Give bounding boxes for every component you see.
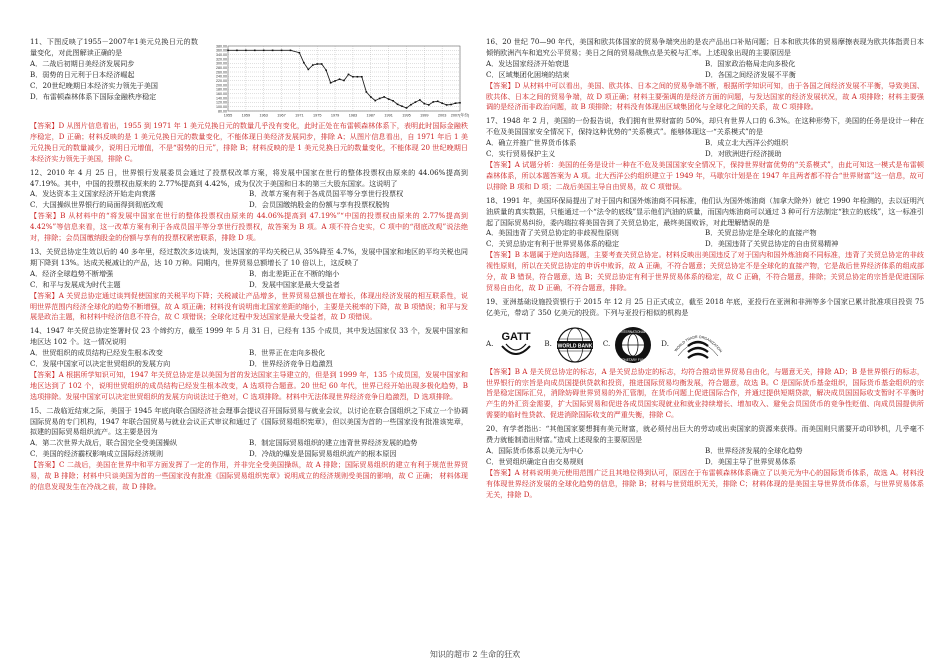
data-point <box>272 50 274 52</box>
question-15-stem: 15、二战临近结束之际，美国于 1945 年底向联合国经济社会理事会提议召开国际贸易与就业会议，以讨论在联合国组织之下成立一个协调国际贸易的专门机构，1947 年联合国贸易与就业会议正式审议和通过了《国际贸易组织宪章》，但以美国为首的一些国家没有批准该宪章，拟建的国际贸易组织流产。这主要是因为 <box>30 405 468 437</box>
imf-logo-icon <box>613 326 653 364</box>
question-18-stem: 18、1991 年，美国环保局提出了对于国内和国外炼油商不同标准，他们认为国外炼油商（加拿大除外）就它 1990 年检测的，去以证明汽油质量的真实数据，只能通过一个“法令的底线”显示他们汽油的质量，而国内炼油商可以通过 3 种可行方法制定“独立的底线”，这一标准引起了国际贸易纠纷，委内瑞拉将美国告到了关贸总协定，最终美国败诉，对此理解错误的是 <box>486 195 924 227</box>
question-14 <box>30 326 468 402</box>
data-point <box>321 63 323 65</box>
x-tick-label: 1975 <box>313 113 322 118</box>
logo-options <box>486 323 924 367</box>
answer-11: 【答案】D 从图片信息看出，1955 到 1971 年 1 美元兑换日元的数量几乎没有变化，此时正处在布雷顿森林体系下，表明此时国际金融秩序稳定，D 正确；材料反映的是 1 美元兑换日元的数量变化，不能体现日美经济发展同步，排除 A；从图片信息看出，自 1971 年后 1 美元兑换日元的数量减少，说明日元增值，不是“弱势的日元”，排除 B；材料反映的是 1 美元兑换日元的数量变化，不能体现 20 世纪晚期日本经济实力领先于美国，排除 C。 <box>30 121 468 163</box>
data-point <box>415 101 417 103</box>
data-point <box>245 50 247 52</box>
answer-12: 【答案】B 从材料中的“将发展中国家在世行的整体投票权由原来的 44.06%提高到 47.19%”“中国的投票权由原来的 2.77%提高到 4.42%”等信息来看，这一改革方案有利于各成员国平等分享世行投票权，故答案为 B 项。A 项不符合史实，C 项中的“彻底改观”说法绝对，排除；会员国缴纳股金的份额与享有的投票权紧密联系，排除 D 项。 <box>30 211 468 243</box>
y-tick-label: 120.00 <box>216 100 227 105</box>
question-19-stem: 19、亚洲基础设施投资银行于 2015 年 12 月 25 日正式成立，截至 2018 年底，亚投行在亚洲和非洲等多个国家已累计批准项目投资 75 亿美元，带动了 350 亿美元的投资。下列与亚投行相似的机构是 <box>486 296 924 317</box>
data-point <box>330 82 332 84</box>
data-point <box>450 104 452 106</box>
y-tick-label: 300.00 <box>216 61 227 66</box>
option-b: B．国家政治格局走向多极化 <box>705 58 796 68</box>
question-20 <box>486 424 924 500</box>
x-tick-label: 2007(年份) <box>450 113 470 118</box>
plot-frame <box>228 46 460 111</box>
data-point <box>334 80 336 82</box>
data-point <box>370 96 372 98</box>
data-point <box>388 98 390 100</box>
y-tick-label: 180.00 <box>216 87 227 92</box>
data-point <box>432 101 434 103</box>
option-b: B．弱势的日元利于日本经济崛起 <box>30 69 135 79</box>
data-point <box>401 105 403 107</box>
question-14-stem: 14、1947 年关贸总协定签署时仅 23 个缔约方，截至 1999 年 5 月 31 日，已经有 135 个成员，其中发达国家仅 33 个，发展中国家和地区达 102 个。这一情况说明 <box>30 326 468 347</box>
question-13 <box>30 247 468 323</box>
question-19 <box>486 297 924 421</box>
svg-text:WORLD TRADE ORGANIZATION: WORLD TRADE ORGANIZATION <box>673 334 723 353</box>
data-point <box>290 50 292 52</box>
data-point <box>227 50 229 52</box>
data-point <box>316 63 318 65</box>
x-tick-label: 1991 <box>384 113 393 118</box>
data-point <box>379 98 381 100</box>
y-tick-label: 340.00 <box>216 52 227 57</box>
option-a: A．发达国家经济开始衰退 <box>486 58 570 68</box>
question-16 <box>486 37 924 113</box>
data-point <box>303 62 305 64</box>
option-c: C．和平与发展成为时代主题 <box>30 279 121 289</box>
data-point <box>352 76 354 78</box>
data-point <box>308 69 310 71</box>
option-a: A．经济全球趋势不断增强 <box>30 268 114 278</box>
x-tick-label: 1995 <box>402 113 411 118</box>
y-tick-label: 100.00 <box>216 104 227 109</box>
svg-text:WORLD BANK: WORLD BANK <box>557 343 593 350</box>
data-point <box>406 107 408 109</box>
data-point <box>254 50 256 52</box>
y-tick-label: 380.00 <box>216 44 227 49</box>
data-point <box>348 74 350 76</box>
y-tick-label: 80.00 <box>218 109 227 114</box>
y-tick-label: 160.00 <box>216 91 227 96</box>
answer-13: 【答案】A 关贸总协定通过谈判促使国家的关税平均下降；关税减让产品增多，世界贸易总额也在增长，体现出经济发展的相互联系性，说明世界范围内经济全球化的趋势不断增强，故 A 项正确；材料没有说明南北国家差距的缩小，主要是关税率的下降，故 B 项错误；和平与发展是政治主题，和材料中经济信息不符合，故 C 项错误；全球化过程中发达国家是最大受益者，故 D 项错误。 <box>30 290 468 322</box>
data-point <box>366 91 368 93</box>
data-point <box>419 99 421 101</box>
option-d: D．冷战的爆发是国际贸易组织流产的根本原因 <box>249 449 397 459</box>
answer-19: 【答案】B A 是关贸总协定的标志，A 是关贸总协定的标志，均符合推动世界贸易自由化，与题意无关，排除 AD；B 是世界银行的标志，世界银行的宗旨是向成员国提供贷款和投资，推进国际贸易均衡发展，符合题意，故选 B。C 是国际货币基金组织，国际货币基金组织的宗旨是稳定国际汇兑，消除妨碍世界贸易的外汇管制，在货币问题上促进国际合作，并通过提供短期贷款，解决成员国国际收支暂时不平衡时产生的外汇资金需要，扩大国际贸易和促进各成员国实现就业和就业持续增长、增加收入、避免会员国货币的竞争性贬值、向成员国提供所需要的临时性贷款、促进消除国际收支的严重失衡，排除 C。 <box>486 366 924 420</box>
wto-logo-icon <box>672 326 724 364</box>
data-point <box>263 50 265 52</box>
option-c: C．大国操纵世界银行的局面得到彻底改观 <box>30 200 164 210</box>
data-point <box>455 102 457 104</box>
data-point <box>446 104 448 106</box>
y-tick-label: 200.00 <box>216 83 227 88</box>
data-point <box>281 50 283 52</box>
y-tick-label: 140.00 <box>216 96 227 101</box>
option-b: B．制定国际贸易组织的建立违背世界经济发展的趋势 <box>249 438 418 448</box>
answer-17: 【答案】A 试题分析：美国的任务是设计一种在不危及美国国家安全情况下，保持世界财富优势的“关系模式”，由此可知这一模式是布雷顿森林体系，所以本题答案为 A 项。北大西洋公约组织建立于 1949 年，马歇尔计划是在 1947 年且两者都不符合“世界财富”这一信息，故可以排除 B 项和 D 项；二战后美国主导自由贸易，故 C 项错误。 <box>486 159 924 191</box>
y-tick-label: 260.00 <box>216 70 227 75</box>
option-c: C．20世纪晚期日本经济实力领先于美国 <box>30 80 158 90</box>
data-point <box>424 103 426 105</box>
question-17-stem: 17、1948 年 2 月，美国的一份报告说，我们拥有世界财富的 50%，却只有世界人口的 6.3%。在这种形势下，美国的任务是设计一种在不危及美国国家安全情况下，保持这种优势的“关系模式”。能够体现这一“关系模式”的是 <box>486 116 924 137</box>
answer-18: 【答案】B 本题属于逆向选择题，主要考查关贸总协定。材料反映出美国违反了对于国内和国外炼油商不同标准，违背了关贸总协定的非歧视性原则，所以在关贸总协定的申诉中败诉，故 A 正确，不符合题意；关贸总协定不是全球化的直接产物，它是战后世界经济体系的组成部分，故 B 错误，符合题意，选 B；关贸总协定有利于世界贸易体系的稳定，故 C 正确，不符合题意，排除；关贸总协定的宗旨是促进国际贸易自由化，故 D 正确，不符合题意，排除。 <box>486 250 924 292</box>
question-12-stem: 12、2010 年 4 月 25 日，世界银行发展委员会通过了投票权改革方案，将发展中国家在世行的整体投票权由原来的 44.06%提高到 47.19%。其中，中国的投票权由原来的 2.77%提高到 4.42%，成为仅次于美国和日本的第三大股东国家。这说明了 <box>30 167 468 188</box>
option-b: B．成立北大西洋公约组织 <box>705 138 789 148</box>
option-c: C．发展中国家可以决定世贸组织的发展方向 <box>30 359 171 369</box>
data-point <box>312 64 314 66</box>
data-point <box>392 100 394 102</box>
x-tick-label: 1983 <box>348 113 358 118</box>
question-17 <box>486 116 924 192</box>
option-c: C．实行贸易保护主义 <box>486 149 556 159</box>
data-point <box>397 103 399 105</box>
x-tick-label: 1959 <box>241 113 251 118</box>
x-tick-label: 1967 <box>277 113 286 118</box>
y-tick-labels <box>216 44 227 113</box>
option-d: D．美国主导了世界贸易体系 <box>705 456 796 466</box>
svg-text:INTERNATIONAL: INTERNATIONAL <box>620 329 646 334</box>
data-point <box>325 69 327 71</box>
x-tick-label: 1963 <box>259 113 268 118</box>
option-d: D．世界经济竞争日趋激烈 <box>249 359 333 369</box>
option-d: D．美国违背了关贸总协定的自由贸易精神 <box>705 239 839 249</box>
option-a: A．确立并推广世界货币体系 <box>486 138 577 148</box>
data-point <box>383 96 385 98</box>
data-point <box>437 100 439 102</box>
y-tick-label: 220.00 <box>216 78 227 83</box>
answer-20: 【答案】A 材料说明美元使用范围广泛且其地位得到认可，原因在于布雷顿森林体系确立了以美元为中心的国际货币体系，故选 A。材料没有体现世界经济发展的全球化趋势的信息，排除 B；材料与世贸组织无关，排除 C；材料体现的是美国主导世界货币体系，与世界贸易体系无关，排除 D。 <box>486 467 924 499</box>
x-tick-labels <box>224 113 470 118</box>
y-tick-label: 240.00 <box>216 74 227 79</box>
data-point <box>299 52 301 54</box>
gatt-logo-icon <box>496 326 536 364</box>
option-d: D．各国之间经济发展不平衡 <box>705 69 796 79</box>
option-d: D．会员国缴纳股金的份额与享有投票权脱钩 <box>249 200 390 210</box>
data-point <box>441 102 443 104</box>
x-tick-label: 1999 <box>420 113 429 118</box>
data-point <box>410 104 412 106</box>
option-c: C．区域集团化困境的结束 <box>486 69 570 79</box>
option-b: B．关贸总协定是全球化的直接产物 <box>705 228 817 238</box>
x-tick-label: 1971 <box>295 113 304 118</box>
data-point <box>428 104 430 106</box>
option-b-logo: B. WORLD BANK <box>544 326 594 364</box>
data-point <box>374 100 376 102</box>
option-b: B．世界正在走向多极化 <box>249 348 326 358</box>
y-tick-label: 280.00 <box>216 65 227 70</box>
data-point <box>343 80 345 82</box>
question-11 <box>30 37 468 165</box>
question-16-stem: 16、20 世纪 70—90 年代，美国和欧共体国家的贸易争端突出的是农产品出口补贴问题；日本和欧共体的贸易摩擦表现为欧共体指责日本倾销欧洲汽车和追究公平贸易；美日之间的贸易战焦点是关税与汇率。上述现象出现的主要原因是 <box>486 37 924 57</box>
x-tick-label: 1987 <box>366 113 375 118</box>
x-tick-label: 2003 <box>437 113 447 118</box>
answer-16: 【答案】D 从材料中可以看出，美国、欧共体、日本之间的贸易争端不断，根据所学知识可知，由于各国之间经济发展不平衡，导致美国、欧共体、日本之间的贸易争端，故 D 项正确；材料主要强调的是经济方面的问题，与发达国家的经济发展状况，故 A 项排除；材料主要强调的是经济而非政治问题，故 B 项排除；材料没有体现出区域集团化与全球化之间的关系，故 C 项排除。 <box>486 80 924 112</box>
option-b: B．世界经济发展的全球化趋势 <box>705 446 803 455</box>
left-column <box>30 34 468 493</box>
option-d: D．对欧洲进行经济援助 <box>705 149 782 159</box>
option-a: A．美国违背了关贸总协定的非歧视性原则 <box>486 228 619 238</box>
option-b: B．改革方案有利于各成员国平等分享世行投票权 <box>249 189 404 199</box>
y-tick-label: 360.00 <box>216 48 227 53</box>
option-c: C．美国的经济霸权影响成立国际经济规则 <box>30 449 164 459</box>
option-b: B．南北差距正在不断的缩小 <box>249 268 340 278</box>
option-d: D．布雷顿森林体系下国际金融秩序稳定 <box>30 91 157 101</box>
world-bank-logo-icon <box>555 326 595 364</box>
data-point <box>361 76 363 78</box>
question-20-stem: 20、有学者指出：“其他国家要想拥有美元财富，就必须付出巨大的劳动或出卖国家的资源来获得。而美国则只需要开动印钞机，几乎毫不费力就能制造出财富。”造成上述现象的主要原因是 <box>486 424 924 445</box>
right-column <box>486 34 924 501</box>
data-point <box>357 76 359 78</box>
data-point <box>236 50 238 52</box>
option-a: A．第二次世界大战后，联合国完全受美国操纵 <box>30 438 177 448</box>
question-11-stem: 11、下图反映了1955－2007年1美元兑换日元的数量变化，对此图解读正确的是 <box>30 37 198 57</box>
yen-exchange-chart <box>204 43 470 121</box>
data-point <box>339 78 341 80</box>
option-c: C．世贸组织确定自由交易规则 <box>486 456 584 466</box>
option-c: C．关贸总协定有利于世界贸易体系的稳定 <box>486 239 620 249</box>
option-a: A．国际货币体系以美元为中心 <box>486 446 584 455</box>
data-point <box>459 102 461 104</box>
option-d-logo: D. WORLD TRADE ORGANIZATION <box>661 326 724 364</box>
y-tick-label: 320.00 <box>216 57 227 62</box>
chart-grid <box>228 46 460 111</box>
question-18 <box>486 196 924 294</box>
x-tick-label: 1955 <box>223 113 233 118</box>
option-a: A．世贸组织的成员结构已经发生根本改变 <box>30 348 163 358</box>
svg-text:GATT: GATT <box>501 330 531 343</box>
answer-14: 【答案】A 根据所学知识可知，1947 年关贸总协定是以美国为首的发达国家主导建立的，但是到 1999 年，135 个成员国，发展中国家和地区达到了 102 个，说明世贸组织的成员结构已经发生根本改变，A 选项符合题意。20 世纪 60 年代，世界已经开始出现多极化趋势，B 选项排除。发展中国家可以决定世贸组织的发展方向说法过于绝对，C 选项排除。材料中无法体现世界经济竞争日趋激烈，D 选项排除。 <box>30 369 468 401</box>
svg-text:MONETARY FUND: MONETARY FUND <box>619 357 648 362</box>
question-12 <box>30 168 468 244</box>
question-15 <box>30 406 468 493</box>
option-a: A．二战后初期日美经济发展同步 <box>30 58 135 68</box>
option-d: D．发展中国家是最大受益者 <box>249 279 340 289</box>
answer-15: 【答案】C 二战后，美国在世界中和平方面发挥了一定的作用，并非完全受美国操纵，故 A 排除；国际贸易组织的建立有利于规范世界贸易，故 B 排除；材料中只谈美国为首的一些国家没有批准《国际贸易组织宪章》说明成立的经济规则受美国的影响，故 C 正确； 材料体现的信息发现发生在冷战之前，故 D 排除。 <box>30 460 468 491</box>
x-tick-label: 1979 <box>330 113 340 118</box>
option-a-logo: A. GATT <box>486 326 536 364</box>
question-13-stem: 13、关贸总协定生效以后的 40 多年里，经过数次多边谈判，发达国家的平均关税已从 35%降至 4.7%，发展中国家和地区的平均关税也同期下降到 13%。达成关税减让的产品，达 10 万种。同期内，世界贸易总额增长了 10 倍以上，这反映了 <box>30 246 468 267</box>
page-footer: 知识的超市 2 生命的狂欢 <box>429 650 521 659</box>
option-a: A．发达资本主义国家经济开始走向衰落 <box>30 189 156 199</box>
option-c-logo: C. INTERNATIONAL MONETARY FUND <box>603 326 653 364</box>
